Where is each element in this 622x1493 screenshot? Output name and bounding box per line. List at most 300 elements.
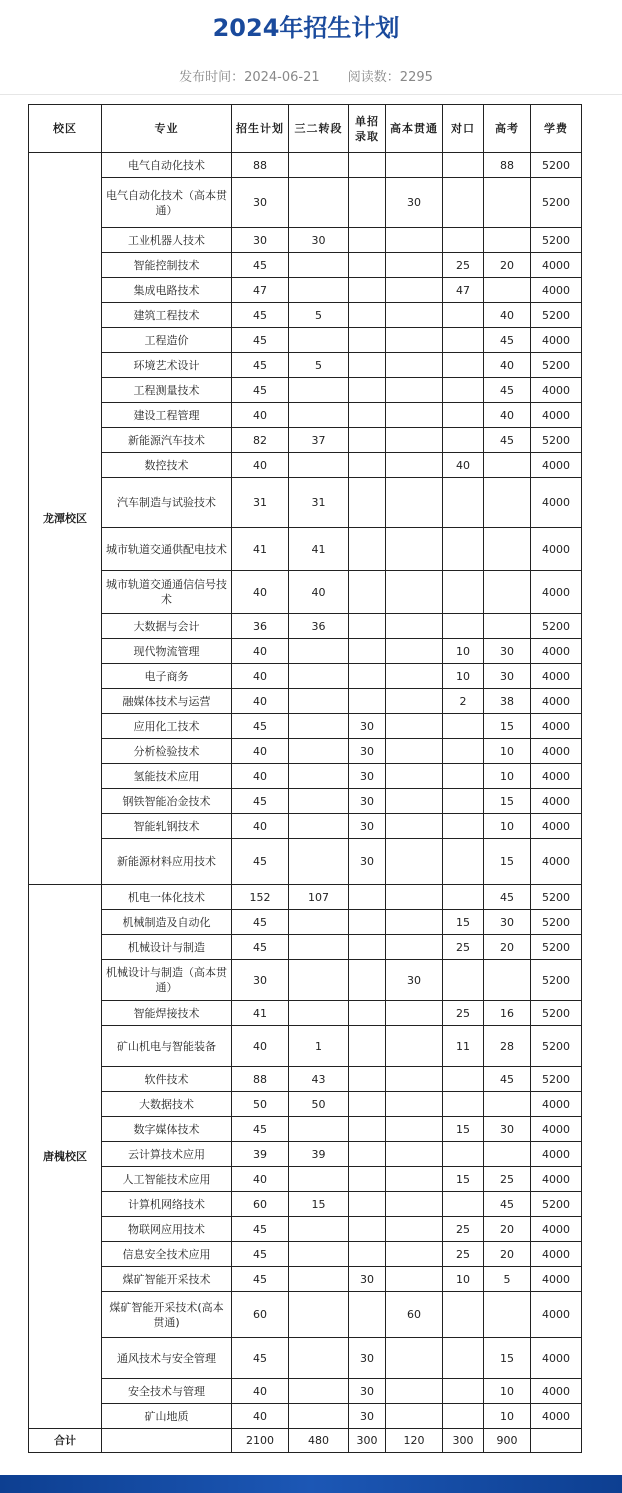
cell-plan: 40 [232,1026,289,1067]
cell-gb [386,328,443,353]
cell-gk: 25 [484,1167,531,1192]
table-row [29,403,582,428]
cell-dk [443,428,484,453]
publish-date: 发布时间：2024-06-21 [179,70,320,85]
cell-gb [386,689,443,714]
cell-plan: 60 [232,1292,289,1338]
major-name: 机电一体化技术 [102,885,232,910]
cell-dz: 30 [349,1379,386,1404]
cell-plan: 45 [232,1242,289,1267]
cell-s32 [289,1217,349,1242]
cell-plan: 36 [232,614,289,639]
table-row [29,453,582,478]
major-name: 数字媒体技术 [102,1117,232,1142]
cell-dk [443,789,484,814]
cell-dz [349,178,386,228]
cell-dz [349,1092,386,1117]
cell-gb [386,453,443,478]
cell-gb: 30 [386,960,443,1001]
table-row [29,714,582,739]
table-row [29,1404,582,1429]
cell-gk: 10 [484,1379,531,1404]
cell-plan: 40 [232,1404,289,1429]
table-row [29,478,582,528]
campus-name: 龙潭校区 [29,153,102,885]
cell-gb [386,789,443,814]
cell-gb [386,885,443,910]
table-row [29,1001,582,1026]
cell-fee: 5200 [531,353,582,378]
cell-s32 [289,714,349,739]
cell-gb [386,1217,443,1242]
major-name: 智能轧钢技术 [102,814,232,839]
cell-gb: 60 [386,1292,443,1338]
cell-fee: 4000 [531,1404,582,1429]
cell-dz: 30 [349,1267,386,1292]
cell-dz [349,428,386,453]
table-row [29,814,582,839]
cell-dz [349,571,386,614]
cell-s32 [289,403,349,428]
table-row [29,935,582,960]
cell-dk: 15 [443,1117,484,1142]
major-name: 信息安全技术应用 [102,1242,232,1267]
cell-s32: 36 [289,614,349,639]
major-name: 工程测量技术 [102,378,232,403]
cell-fee: 4000 [531,478,582,528]
cell-s32 [289,789,349,814]
major-name: 安全技术与管理 [102,1379,232,1404]
cell-gb [386,1267,443,1292]
cell-s32: 43 [289,1067,349,1092]
cell-gk [484,178,531,228]
cell-s32: 5 [289,353,349,378]
cell-s32 [289,278,349,303]
cell-gk: 30 [484,910,531,935]
cell-plan: 45 [232,1217,289,1242]
cell-dk [443,1067,484,1092]
table-row [29,178,582,228]
cell-fee: 4000 [531,528,582,571]
cell-dz: 30 [349,764,386,789]
cell-fee: 5200 [531,960,582,1001]
cell-dk [443,814,484,839]
cell-dk [443,1379,484,1404]
table-row [29,571,582,614]
cell-gk [484,1292,531,1338]
cell-dk [443,378,484,403]
table-row [29,353,582,378]
cell-gb [386,1338,443,1379]
cell-plan: 45 [232,1117,289,1142]
cell-dz [349,303,386,328]
cell-dk: 25 [443,253,484,278]
cell-dz [349,1117,386,1142]
cell-s32 [289,839,349,885]
cell-s32: 40 [289,571,349,614]
cell-plan: 45 [232,935,289,960]
cell-gk: 16 [484,1001,531,1026]
major-name: 汽车制造与试验技术 [102,478,232,528]
cell-plan: 30 [232,960,289,1001]
cell-fee: 4000 [531,714,582,739]
cell-dk: 25 [443,1242,484,1267]
column-header: 单招录取 [349,105,386,153]
cell-s32 [289,910,349,935]
footer-bar [0,1475,622,1493]
cell-dz [349,885,386,910]
cell-s32: 41 [289,528,349,571]
table-row [29,1192,582,1217]
cell-fee: 4000 [531,453,582,478]
cell-gb [386,153,443,178]
cell-dk: 10 [443,639,484,664]
cell-fee: 4000 [531,278,582,303]
cell-dk [443,303,484,328]
cell-gb [386,1142,443,1167]
cell-s32: 1 [289,1026,349,1067]
major-name: 融媒体技术与运营 [102,689,232,714]
cell-fee: 4000 [531,378,582,403]
cell-fee: 5200 [531,153,582,178]
cell-gb [386,428,443,453]
cell-plan: 82 [232,428,289,453]
cell-gb [386,278,443,303]
cell-dk [443,1404,484,1429]
cell-s32: 31 [289,478,349,528]
cell-dz [349,1292,386,1338]
cell-s32: 30 [289,228,349,253]
cell-gk [484,228,531,253]
major-name: 数控技术 [102,453,232,478]
cell-gk: 45 [484,428,531,453]
cell-gb [386,1092,443,1117]
cell-plan: 30 [232,228,289,253]
cell-gk: 10 [484,739,531,764]
cell-dk [443,153,484,178]
major-name: 矿山地质 [102,1404,232,1429]
major-name: 智能焊接技术 [102,1001,232,1026]
cell-gk: 40 [484,303,531,328]
column-header: 专业 [102,105,232,153]
cell-gb [386,910,443,935]
cell-dz [349,664,386,689]
cell-dk [443,1338,484,1379]
cell-gb [386,764,443,789]
cell-gk: 40 [484,353,531,378]
cell-dk [443,528,484,571]
cell-gk: 20 [484,1242,531,1267]
table-row [29,1338,582,1379]
cell-dk: 10 [443,1267,484,1292]
column-header: 学费 [531,105,582,153]
cell-gb [386,1167,443,1192]
major-name: 智能控制技术 [102,253,232,278]
cell-plan: 40 [232,739,289,764]
cell-plan: 45 [232,1338,289,1379]
total-row [29,1429,582,1453]
cell-plan: 40 [232,1167,289,1192]
cell-gb: 30 [386,178,443,228]
cell-gb [386,714,443,739]
cell-gb [386,1242,443,1267]
major-name: 新能源汽车技术 [102,428,232,453]
cell-plan: 45 [232,714,289,739]
cell-dz [349,1026,386,1067]
cell-plan: 45 [232,839,289,885]
total-s32: 480 [289,1429,349,1453]
cell-fee: 5200 [531,1001,582,1026]
cell-s32 [289,1379,349,1404]
cell-s32 [289,739,349,764]
cell-fee: 4000 [531,1267,582,1292]
cell-dz: 30 [349,714,386,739]
cell-dk [443,614,484,639]
major-name: 城市轨道交通供配电技术 [102,528,232,571]
cell-gk [484,1092,531,1117]
cell-plan: 45 [232,303,289,328]
cell-fee: 4000 [531,1217,582,1242]
cell-plan: 50 [232,1092,289,1117]
cell-gb [386,1026,443,1067]
cell-fee: 4000 [531,1142,582,1167]
table-row [29,639,582,664]
cell-s32: 15 [289,1192,349,1217]
cell-gk: 5 [484,1267,531,1292]
cell-gk: 28 [484,1026,531,1067]
cell-fee: 4000 [531,1292,582,1338]
cell-fee: 5200 [531,228,582,253]
cell-plan: 40 [232,571,289,614]
cell-fee: 5200 [531,303,582,328]
cell-s32 [289,1292,349,1338]
cell-plan: 40 [232,639,289,664]
cell-dk [443,328,484,353]
cell-dz: 30 [349,789,386,814]
cell-dk [443,571,484,614]
cell-fee: 5200 [531,428,582,453]
cell-gb [386,353,443,378]
cell-plan: 47 [232,278,289,303]
major-name: 人工智能技术应用 [102,1167,232,1192]
enrollment-plan-table [28,104,582,1453]
cell-fee: 4000 [531,814,582,839]
cell-s32 [289,1404,349,1429]
table-row [29,1092,582,1117]
table-row [29,664,582,689]
cell-fee: 4000 [531,764,582,789]
cell-gk: 15 [484,839,531,885]
cell-dk [443,1292,484,1338]
cell-s32 [289,1117,349,1142]
table-row [29,839,582,885]
major-name: 机械设计与制造 [102,935,232,960]
cell-plan: 60 [232,1192,289,1217]
cell-s32 [289,378,349,403]
table-row [29,1067,582,1092]
major-name: 云计算技术应用 [102,1142,232,1167]
cell-dk: 25 [443,1217,484,1242]
cell-s32 [289,153,349,178]
cell-dz [349,1142,386,1167]
cell-gb [386,614,443,639]
cell-fee: 4000 [531,664,582,689]
cell-gk: 15 [484,714,531,739]
cell-fee: 5200 [531,1026,582,1067]
cell-dk: 15 [443,910,484,935]
total-fee [531,1429,582,1453]
cell-gk: 38 [484,689,531,714]
cell-dz: 30 [349,1338,386,1379]
cell-plan: 152 [232,885,289,910]
cell-gb [386,1379,443,1404]
cell-gb [386,639,443,664]
cell-plan: 88 [232,153,289,178]
major-name: 大数据技术 [102,1092,232,1117]
cell-dk [443,353,484,378]
campus-name: 唐槐校区 [29,885,102,1429]
cell-dz [349,478,386,528]
cell-gk: 10 [484,814,531,839]
cell-gk: 40 [484,403,531,428]
total-gb: 120 [386,1429,443,1453]
cell-dk: 11 [443,1026,484,1067]
cell-dz [349,528,386,571]
cell-dz: 30 [349,1404,386,1429]
major-name: 煤矿智能开采技术 [102,1267,232,1292]
cell-dz: 30 [349,739,386,764]
cell-s32: 37 [289,428,349,453]
column-header: 对口 [443,105,484,153]
article-meta [0,66,612,85]
cell-dk [443,1142,484,1167]
table-row [29,1167,582,1192]
cell-dk [443,1192,484,1217]
cell-s32 [289,639,349,664]
cell-fee: 4000 [531,789,582,814]
cell-fee: 5200 [531,178,582,228]
cell-fee: 4000 [531,839,582,885]
cell-gk [484,278,531,303]
cell-plan: 45 [232,910,289,935]
major-name: 电气自动化技术（高本贯通） [102,178,232,228]
page-title: 2024年招生计划 [212,14,400,42]
cell-dk [443,739,484,764]
cell-plan: 30 [232,178,289,228]
table-row [29,1117,582,1142]
cell-fee: 4000 [531,571,582,614]
cell-plan: 45 [232,1267,289,1292]
cell-dz [349,228,386,253]
total-gk: 900 [484,1429,531,1453]
column-header: 招生计划 [232,105,289,153]
cell-gk [484,528,531,571]
cell-dz [349,935,386,960]
cell-gb [386,1192,443,1217]
cell-gk: 45 [484,1067,531,1092]
table-row [29,528,582,571]
cell-plan: 40 [232,814,289,839]
cell-s32 [289,960,349,1001]
cell-gb [386,739,443,764]
cell-gb [386,814,443,839]
cell-fee: 4000 [531,689,582,714]
cell-dz [349,353,386,378]
table-row [29,960,582,1001]
cell-dk: 15 [443,1167,484,1192]
cell-s32: 107 [289,885,349,910]
cell-dz [349,689,386,714]
table-row [29,328,582,353]
cell-gk: 45 [484,378,531,403]
major-name: 城市轨道交通通信信号技术 [102,571,232,614]
cell-dz [349,278,386,303]
cell-dz [349,1217,386,1242]
header-divider [0,94,622,95]
major-name: 氢能技术应用 [102,764,232,789]
major-name: 分析检验技术 [102,739,232,764]
cell-dk [443,1092,484,1117]
table-row [29,1217,582,1242]
cell-gk: 45 [484,1192,531,1217]
table-row [29,153,582,178]
cell-dz [349,1067,386,1092]
cell-dk [443,178,484,228]
table-row [29,303,582,328]
table-row [29,1026,582,1067]
cell-plan: 40 [232,689,289,714]
cell-gk [484,478,531,528]
cell-gk: 20 [484,253,531,278]
cell-gb [386,664,443,689]
cell-plan: 40 [232,453,289,478]
column-header: 高本贯通 [386,105,443,153]
cell-s32 [289,1242,349,1267]
cell-dk [443,764,484,789]
major-name: 通风技术与安全管理 [102,1338,232,1379]
cell-gk: 30 [484,664,531,689]
major-name: 机械制造及自动化 [102,910,232,935]
cell-gk: 20 [484,935,531,960]
cell-dz: 30 [349,814,386,839]
major-name: 建设工程管理 [102,403,232,428]
cell-gk [484,614,531,639]
cell-gk: 30 [484,1117,531,1142]
total-label: 合计 [29,1429,102,1453]
cell-gk [484,571,531,614]
cell-fee: 5200 [531,614,582,639]
cell-plan: 45 [232,789,289,814]
table-row [29,764,582,789]
cell-s32: 5 [289,303,349,328]
cell-gk: 10 [484,764,531,789]
total-major [102,1429,232,1453]
cell-dz [349,1001,386,1026]
table-row [29,689,582,714]
cell-s32: 39 [289,1142,349,1167]
table-row [29,1379,582,1404]
cell-gk: 10 [484,1404,531,1429]
major-name: 钢铁智能冶金技术 [102,789,232,814]
cell-fee: 4000 [531,639,582,664]
table-row [29,1292,582,1338]
cell-gk: 45 [484,885,531,910]
cell-fee: 4000 [531,1092,582,1117]
table-row [29,1267,582,1292]
cell-gb [386,378,443,403]
cell-dz: 30 [349,839,386,885]
major-name: 工业机器人技术 [102,228,232,253]
